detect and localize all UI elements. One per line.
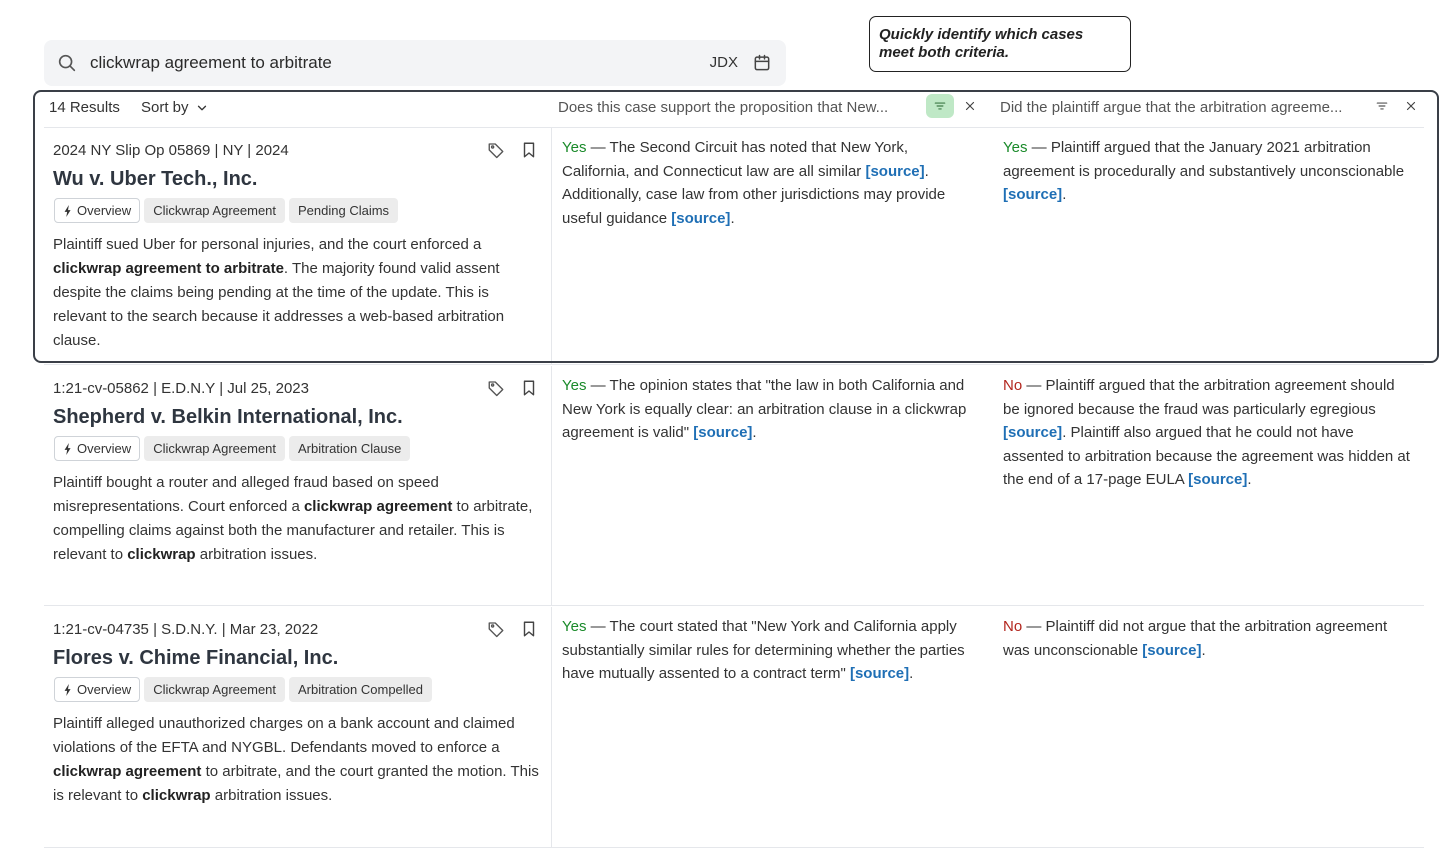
answer-text: . — [1062, 186, 1067, 203]
verdict-label: No — [1003, 618, 1023, 635]
topic-tag[interactable]: Clickwrap Agreement — [144, 677, 285, 702]
highlighted-term: clickwrap agreement to arbitrate — [53, 260, 284, 277]
tag-icon[interactable] — [487, 141, 505, 159]
source-link[interactable]: [source] — [1003, 424, 1063, 441]
case-summary — [53, 471, 541, 567]
search-icon[interactable] — [56, 52, 78, 74]
answer-cell-question-1 — [562, 136, 972, 230]
overview-button[interactable] — [54, 198, 140, 223]
case-title-link[interactable]: Wu v. Uber Tech., Inc. — [53, 168, 258, 190]
bookmark-icon[interactable] — [520, 141, 538, 159]
results-count: 14 Results — [49, 99, 120, 116]
answer-text: — Plaintiff did not argue that the arbitration agreement was unconscionable — [1003, 618, 1388, 659]
sort-by-label: Sort by — [141, 99, 189, 116]
answer-text: . — [1247, 471, 1252, 488]
verdict-label: No — [1003, 377, 1023, 394]
close-column-1-button[interactable] — [960, 96, 980, 116]
answer-text: — Plaintiff argued that the January 2021 arbitration agreement is procedurally and substantively unconscionable — [1003, 139, 1405, 180]
topic-tag[interactable]: Clickwrap Agreement — [144, 436, 285, 461]
answer-text: . — [1201, 641, 1206, 659]
summary-text: Plaintiff bought a router and alleged fraud based on speed misrepresentations. Court enforced a — [53, 474, 439, 515]
topic-tag[interactable]: Pending Claims — [289, 198, 398, 223]
summary-text: arbitration issues. — [210, 787, 333, 804]
case-citation: 1:21-cv-04735 | S.D.N.Y. | Mar 23, 2022 — [53, 621, 319, 638]
answer-text: . — [909, 665, 914, 682]
search-bar — [44, 40, 786, 86]
answer-text: — The Second Circuit has noted that New York, California, and Connecticut law are all similar — [562, 139, 909, 180]
summary-text: Plaintiff alleged unauthorized charges on a bank account and claimed violations of the EFTA and NYGBL. Defendants moved to enforce a — [53, 715, 515, 756]
case-title-link[interactable]: Flores v. Chime Financial, Inc. — [53, 647, 339, 669]
tag-icon[interactable] — [487, 620, 505, 638]
answer-cell-question-1 — [562, 615, 972, 686]
summary-text: . The majority found valid assent despite the claims being pending at the time of the update. This is relevant to the search because it addresses a web-based arbitration clause. — [53, 260, 505, 349]
summary-text: Plaintiff sued Uber for personal injuries, and the court enforced a — [53, 236, 482, 253]
source-link[interactable]: [source] — [1003, 186, 1063, 203]
source-link[interactable]: [source] — [693, 424, 753, 441]
search-input[interactable] — [90, 48, 680, 78]
case-tags — [54, 436, 410, 461]
close-column-2-button[interactable] — [1401, 96, 1421, 116]
overview-button[interactable] — [54, 436, 140, 461]
case-title-link[interactable]: Shepherd v. Belkin International, Inc. — [53, 406, 403, 428]
callout-annotation: Quickly identify which cases meet both criteria. — [869, 16, 1131, 72]
source-link[interactable]: [source] — [1188, 471, 1248, 488]
column-header-question-1[interactable]: Does this case support the proposition that New... — [558, 99, 889, 116]
tag-icon[interactable] — [487, 379, 505, 397]
answer-text: . Additionally, case law from other jurisdictions may provide useful guidance — [562, 162, 946, 227]
calendar-icon[interactable] — [752, 53, 772, 73]
answer-text: — The opinion states that "the law in both California and New York is equally clear: an arbitration clause in a clickwrap agreement is valid" — [562, 377, 967, 441]
overview-button[interactable] — [54, 677, 140, 702]
filter-icon — [1375, 99, 1389, 113]
answer-text: — The court stated that "New York and California apply substantially similar rules for determining whether the parties have mutually assented to a contract term" — [562, 618, 965, 682]
case-row[interactable] — [44, 128, 1424, 365]
close-icon — [1404, 99, 1418, 113]
jurisdiction-filter-button[interactable]: JDX — [709, 54, 738, 71]
answer-cell-question-1 — [562, 374, 972, 445]
case-info-cell — [44, 607, 552, 847]
summary-text: to arbitrate, compelling claims against both the manufacturer and retailer. This is relevant to — [53, 498, 533, 563]
answer-text: — Plaintiff argued that the arbitration agreement should be ignored because the fraud was particularly egregious — [1003, 377, 1395, 418]
highlighted-term: clickwrap — [142, 787, 211, 804]
answer-text: . — [730, 209, 735, 227]
chevron-down-icon — [195, 101, 209, 115]
verdict-label: Yes — [562, 377, 587, 394]
highlighted-term: clickwrap — [127, 546, 196, 563]
answer-cell-question-2 — [1003, 615, 1413, 662]
bookmark-icon[interactable] — [520, 379, 538, 397]
lightning-icon — [63, 443, 73, 455]
source-link[interactable]: [source] — [849, 665, 910, 682]
answer-text: . Plaintiff also argued that he could not have assented to arbitration because the agreement was hidden at the end of a 17-page EULA — [1003, 424, 1410, 488]
filter-button-column-2[interactable] — [1368, 94, 1396, 118]
case-tags — [54, 198, 398, 223]
overview-label: Overview — [77, 441, 132, 456]
case-row[interactable] — [44, 607, 1424, 848]
answer-cell-question-2 — [1003, 374, 1413, 492]
source-link[interactable]: [source] — [865, 162, 925, 180]
topic-tag[interactable]: Arbitration Clause — [289, 436, 410, 461]
case-citation: 2024 NY Slip Op 05869 | NY | 2024 — [53, 142, 289, 159]
highlighted-term: clickwrap agreement — [303, 498, 453, 515]
case-citation: 1:21-cv-05862 | E.D.N.Y | Jul 25, 2023 — [53, 380, 309, 397]
results-header — [44, 92, 1424, 128]
filter-button-column-1[interactable] — [926, 94, 954, 118]
summary-text: arbitration issues. — [195, 546, 318, 563]
case-tags — [54, 677, 432, 702]
case-row[interactable] — [44, 366, 1424, 606]
column-header-question-2[interactable]: Did the plaintiff argue that the arbitration agreeme... — [1000, 99, 1343, 116]
close-icon — [963, 99, 977, 113]
case-summary — [53, 712, 541, 808]
overview-label: Overview — [77, 203, 132, 218]
summary-text: to arbitrate, and the court granted the motion. This is relevant to — [53, 763, 539, 804]
source-link[interactable]: [source] — [1142, 641, 1202, 659]
answer-text: . — [752, 424, 757, 441]
overview-label: Overview — [77, 682, 132, 697]
topic-tag[interactable]: Arbitration Compelled — [289, 677, 432, 702]
verdict-label: Yes — [562, 618, 587, 635]
lightning-icon — [63, 684, 73, 696]
lightning-icon — [63, 205, 73, 217]
verdict-label: Yes — [562, 139, 587, 156]
highlighted-term: clickwrap agreement — [53, 763, 202, 780]
filter-icon — [933, 99, 947, 113]
verdict-label: Yes — [1003, 139, 1028, 156]
bookmark-icon[interactable] — [520, 620, 538, 638]
case-info-cell — [44, 128, 552, 364]
case-summary — [53, 233, 541, 353]
sort-by-button[interactable] — [141, 99, 209, 116]
answer-cell-question-2 — [1003, 136, 1413, 207]
case-info-cell — [44, 366, 552, 605]
topic-tag[interactable]: Clickwrap Agreement — [144, 198, 285, 223]
source-link[interactable]: [source] — [671, 209, 731, 227]
